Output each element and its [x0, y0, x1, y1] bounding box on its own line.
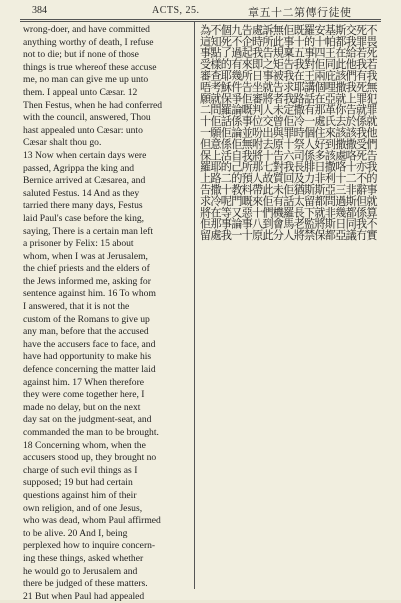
vertical-text-column: 安十四佢兩個在那處住好多日非斯都就將保 [313, 24, 326, 241]
text-line: wrong-doer, and have committed [23, 24, 150, 35]
text-line: supposed; 19 but had certain [23, 477, 133, 489]
text-line: against him. 17 When therefore [23, 376, 145, 388]
text-line: perplexed how to inquire concern- [23, 540, 156, 552]
text-line: with the council, answered, Thou [23, 112, 151, 124]
vertical-text-column: 九不過有幾件爭論係論佢自己的教門又論一 [229, 24, 243, 241]
text-line: who was dead, whom Paul affirmed [23, 515, 161, 527]
chinese-running-title: 章五十二第傳行徒使 [248, 7, 352, 19]
text-line: hast appealed unto Cæsar: unto [23, 124, 143, 136]
text-line: accusers stood up, they brought no [23, 452, 157, 464]
text-line: saluted Festus. 14 And as they [23, 187, 140, 199]
text-line: have had opportunity to make his [23, 351, 152, 363]
text-line: defence concerning the matter laid [23, 364, 156, 376]
vertical-text-column: 佢事稟告我求我定佢罪十六我回佢話羅馬人 [281, 24, 295, 241]
text-line: the Jews informed me, asking for [23, 275, 151, 287]
page-header [10, 4, 391, 18]
text-line: Cæsar shalt thou go. [23, 137, 102, 149]
running-title: ACTS, 25. [152, 5, 200, 16]
text-line: to be alive. 20 And I, being [23, 527, 128, 539]
vertical-text-column: 不知點樣查考就問佢願意上耶路撒冷在那處 [209, 24, 222, 241]
text-line: the chief priests and the elders of [23, 263, 150, 275]
text-line: day sat on the judgment-seat, and [23, 414, 152, 426]
vertical-text-column: 無此規矩被告者未曾與原告對質未有機會分 [271, 24, 285, 241]
text-line: ing these things, asked whether [23, 552, 144, 564]
vertical-text-column: 為這事受審唔願二十一但保羅上告求將佢留 [198, 24, 212, 241]
page-number: 384 [32, 5, 47, 16]
text-line: laid Paul's case before the king, [23, 212, 145, 224]
text-line: Then Festus, when he had conferred [23, 99, 163, 111]
chinese-text-column [198, 24, 378, 584]
text-line: them. I appeal unto Cæsar. 12 [23, 86, 138, 98]
vertical-text-column: 處時我即日坐審判位吩咐將那人帶來十八原 [250, 24, 264, 241]
text-line: questions against him of their [23, 489, 137, 501]
text-line: own religion, and of one Jesus, [23, 502, 143, 514]
text-line: any man, before that the accused [23, 326, 149, 338]
column-divider [194, 22, 195, 589]
text-line: 21 But when Paul had appealed [23, 590, 145, 602]
text-line: whom, when I was at Jerusalem, [23, 250, 148, 262]
vertical-text-column: 交我給他們我上告於該撒咯十二非斯都同議 [344, 24, 358, 241]
header-rule-double [20, 21, 381, 22]
text-line: there be judged of these matters. [23, 578, 148, 590]
vertical-text-column: 基帕王同庇哩亞革氏來到該撒利亞問非斯都 [323, 24, 337, 241]
text-line: charge of such evil things as I [23, 464, 138, 476]
text-line: sentence against him. 16 To whom [23, 288, 156, 300]
text-line: passed, Agrippa the king and [23, 162, 135, 174]
text-line: me, no man can give me up unto [23, 74, 149, 86]
text-line: things is true whereof these accuse [23, 61, 157, 73]
vertical-text-column: 訴所告之事就將人交出去十七故此佢們到此 [261, 24, 274, 241]
vertical-text-column: 個死了的耶穌保羅話佢係活的二十呢等事我 [219, 24, 233, 241]
header-rule [20, 19, 381, 20]
text-line: commanded the man to be brought. [23, 427, 159, 438]
vertical-text-column: 告企起來所告佢嘅事並無我所預料嘅惡事十 [240, 24, 254, 241]
text-line: he would go to Jerusalem and [23, 565, 138, 577]
text-line: saying, There is a certain man left [23, 225, 154, 237]
text-line: I answered, that it is not the [23, 301, 130, 313]
text-line: not to die; but if none of those [23, 49, 139, 61]
text-line: 13 Now when certain days were [23, 149, 147, 161]
text-line: 18 Concerning whom, when the [23, 439, 146, 451]
text-line: tarried there many days, Festus [23, 200, 143, 212]
english-text-column [23, 24, 192, 602]
text-line: have the accusers face to face, and [23, 338, 156, 350]
vertical-text-column: 不畏死若我無犯罪就他們告我的事就算不實 [365, 24, 378, 241]
text-line: custom of the Romans to give up [23, 313, 150, 325]
vertical-text-column: 死罪若我有死罪就係我受死亦不辭但係我冇 [354, 24, 368, 241]
text-line: made no delay, but on the next [23, 401, 141, 413]
text-line: anything worthy of death, I refuse [23, 36, 154, 48]
text-line: Bernice arrived at Cæsarea, and [23, 175, 146, 187]
vertical-text-column: 羅的事對王講話有一個人係腓力斯留下監禁 [302, 24, 316, 241]
text-line: they were come together here, I [23, 389, 145, 401]
vertical-text-column: 斯都在此該撒就你去該撒處咯十三過幾日亞 [333, 24, 347, 241]
text-line: a prisoner by Felix: 15 about [23, 238, 134, 250]
vertical-text-column: 既十五我在耶路撒冷時祭司長及猶太長老將 [292, 24, 306, 241]
